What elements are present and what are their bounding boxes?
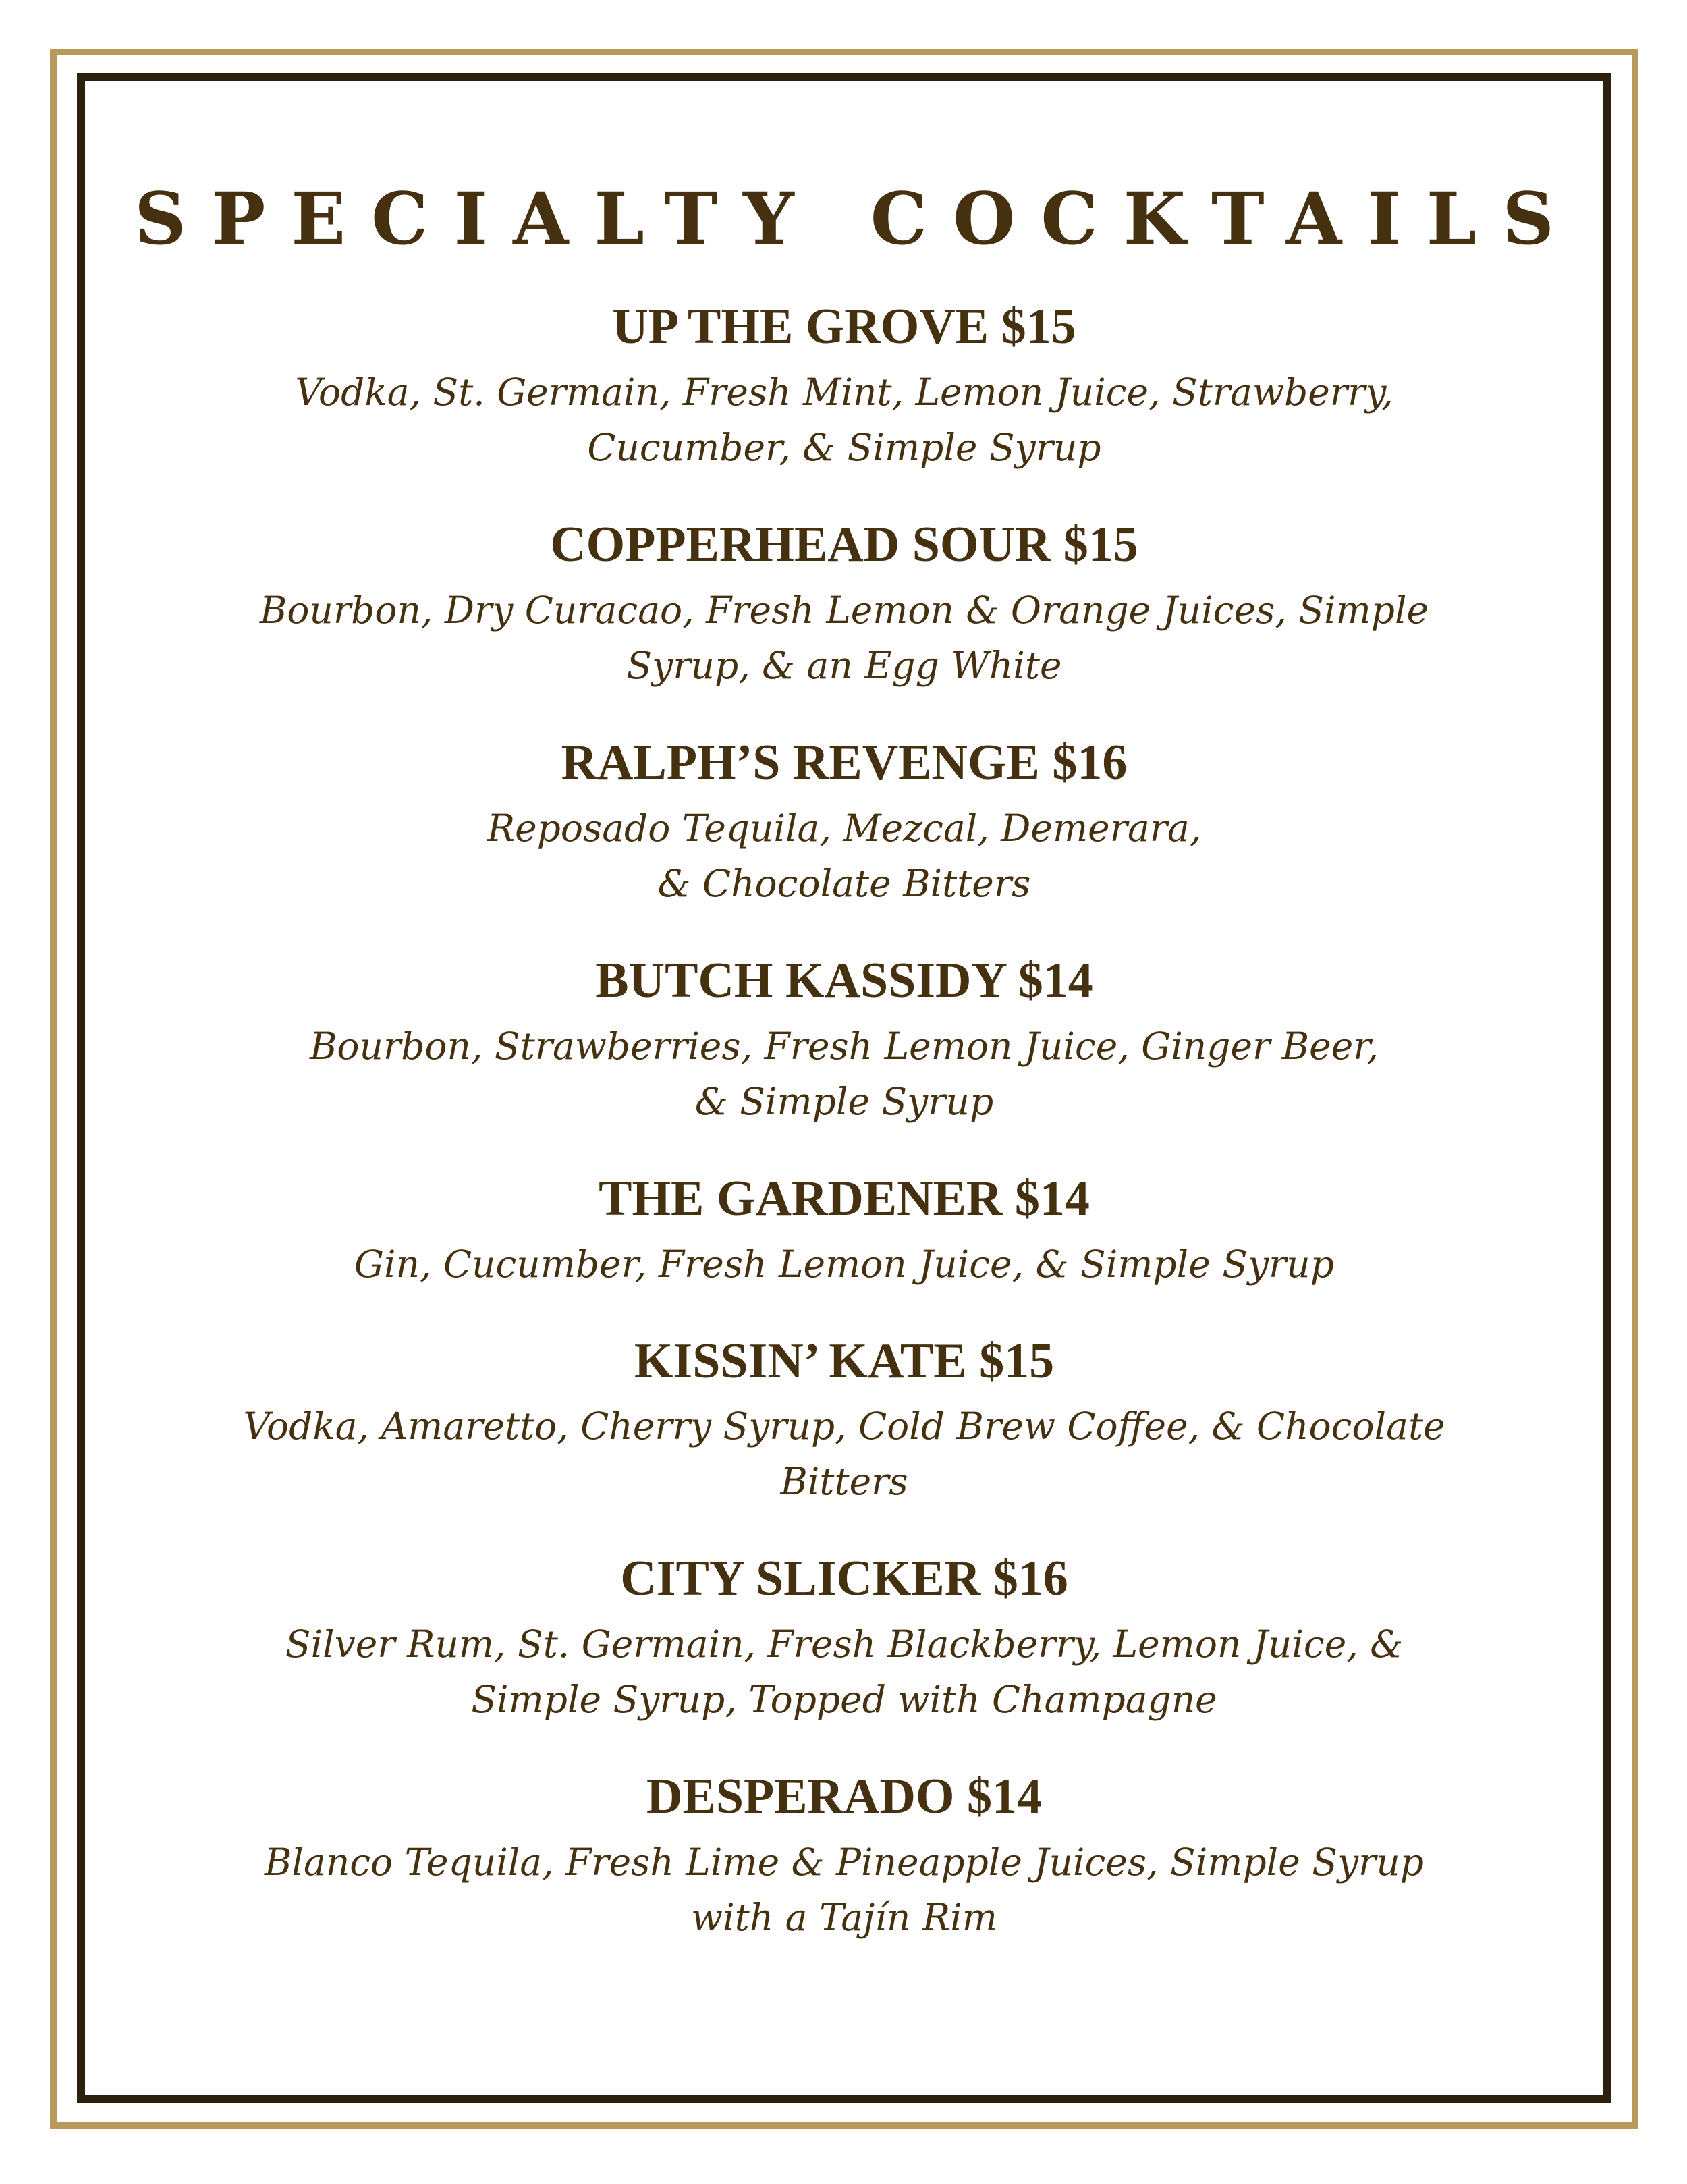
item-heading [85, 1769, 1603, 1825]
item-description [85, 1018, 1603, 1129]
item-description-line: Bourbon, Dry Curacao, Fresh Lemon & Orange Juices, Simple [259, 588, 1429, 632]
item-description-line: Blanco Tequila, Fresh Lime & Pineapple Juices, Simple Syrup [265, 1840, 1424, 1884]
item-description [85, 800, 1603, 911]
item-price: $16 [993, 1551, 1068, 1607]
item-heading [85, 1551, 1603, 1607]
menu-item [85, 1171, 1603, 1292]
item-description-line: Silver Rum, St. Germain, Fresh Blackberry, Lemon Juice, & [285, 1622, 1404, 1666]
item-name: CITY SLICKER [620, 1551, 981, 1607]
menu-item [85, 299, 1603, 475]
item-name: THE GARDENER [599, 1170, 1003, 1226]
item-description [85, 582, 1603, 693]
menu-item [85, 517, 1603, 693]
item-description-line: & Chocolate Bitters [657, 861, 1031, 905]
item-description [85, 1834, 1603, 1945]
menu-item [85, 735, 1603, 911]
item-description-line: Vodka, St. Germain, Fresh Mint, Lemon Juice, Strawberry, [295, 371, 1393, 414]
item-name: KISSIN’ KATE [634, 1333, 967, 1389]
item-price: $15 [979, 1333, 1055, 1389]
menu-title: SPECIALTY COCKTAILS [134, 176, 1580, 261]
item-heading [85, 735, 1603, 791]
menu-item [85, 1551, 1603, 1727]
item-name: UP THE GROVE [612, 299, 989, 355]
item-description [85, 1616, 1603, 1727]
item-description-line: Vodka, Amaretto, Cherry Syrup, Cold Brew Coffee, & Chocolate [243, 1404, 1445, 1448]
item-heading [85, 517, 1603, 573]
item-price: $15 [1063, 517, 1138, 573]
item-heading [85, 1334, 1603, 1390]
item-price: $14 [966, 1769, 1042, 1825]
item-description-line: Bourbon, Strawberries, Fresh Lemon Juice, Ginger Beer, [309, 1024, 1379, 1068]
item-description [85, 1398, 1603, 1509]
menu-content [85, 81, 1603, 1987]
item-heading [85, 299, 1603, 355]
item-price: $14 [1014, 1170, 1090, 1226]
item-heading [85, 1171, 1603, 1227]
item-price: $16 [1052, 734, 1128, 790]
item-description-line: Gin, Cucumber, Fresh Lemon Juice, & Simple Syrup [354, 1242, 1334, 1286]
menu-item [85, 953, 1603, 1129]
menu-item [85, 1334, 1603, 1510]
menu-item [85, 1769, 1603, 1945]
item-name: COPPERHEAD SOUR [550, 517, 1051, 573]
item-description [85, 1236, 1603, 1292]
item-description-line: Cucumber, & Simple Syrup [587, 426, 1101, 470]
item-name: DESPERADO [646, 1769, 955, 1825]
item-heading [85, 953, 1603, 1009]
item-price: $15 [1001, 299, 1076, 355]
item-description-line: Reposado Tequila, Mezcal, Demerara, [487, 806, 1202, 850]
cocktail-list [85, 299, 1603, 1945]
item-name: BUTCH KASSIDY [595, 952, 1006, 1008]
item-price: $14 [1018, 952, 1093, 1008]
item-description-line: with a Tajín Rim [691, 1896, 997, 1940]
item-description [85, 364, 1603, 475]
item-description-line: Bitters [780, 1460, 908, 1504]
item-name: RALPH’S REVENGE [561, 734, 1040, 790]
item-description-line: Simple Syrup, Topped with Champagne [471, 1678, 1217, 1722]
item-description-line: Syrup, & an Egg White [626, 643, 1062, 687]
item-description-line: & Simple Syrup [694, 1079, 994, 1123]
